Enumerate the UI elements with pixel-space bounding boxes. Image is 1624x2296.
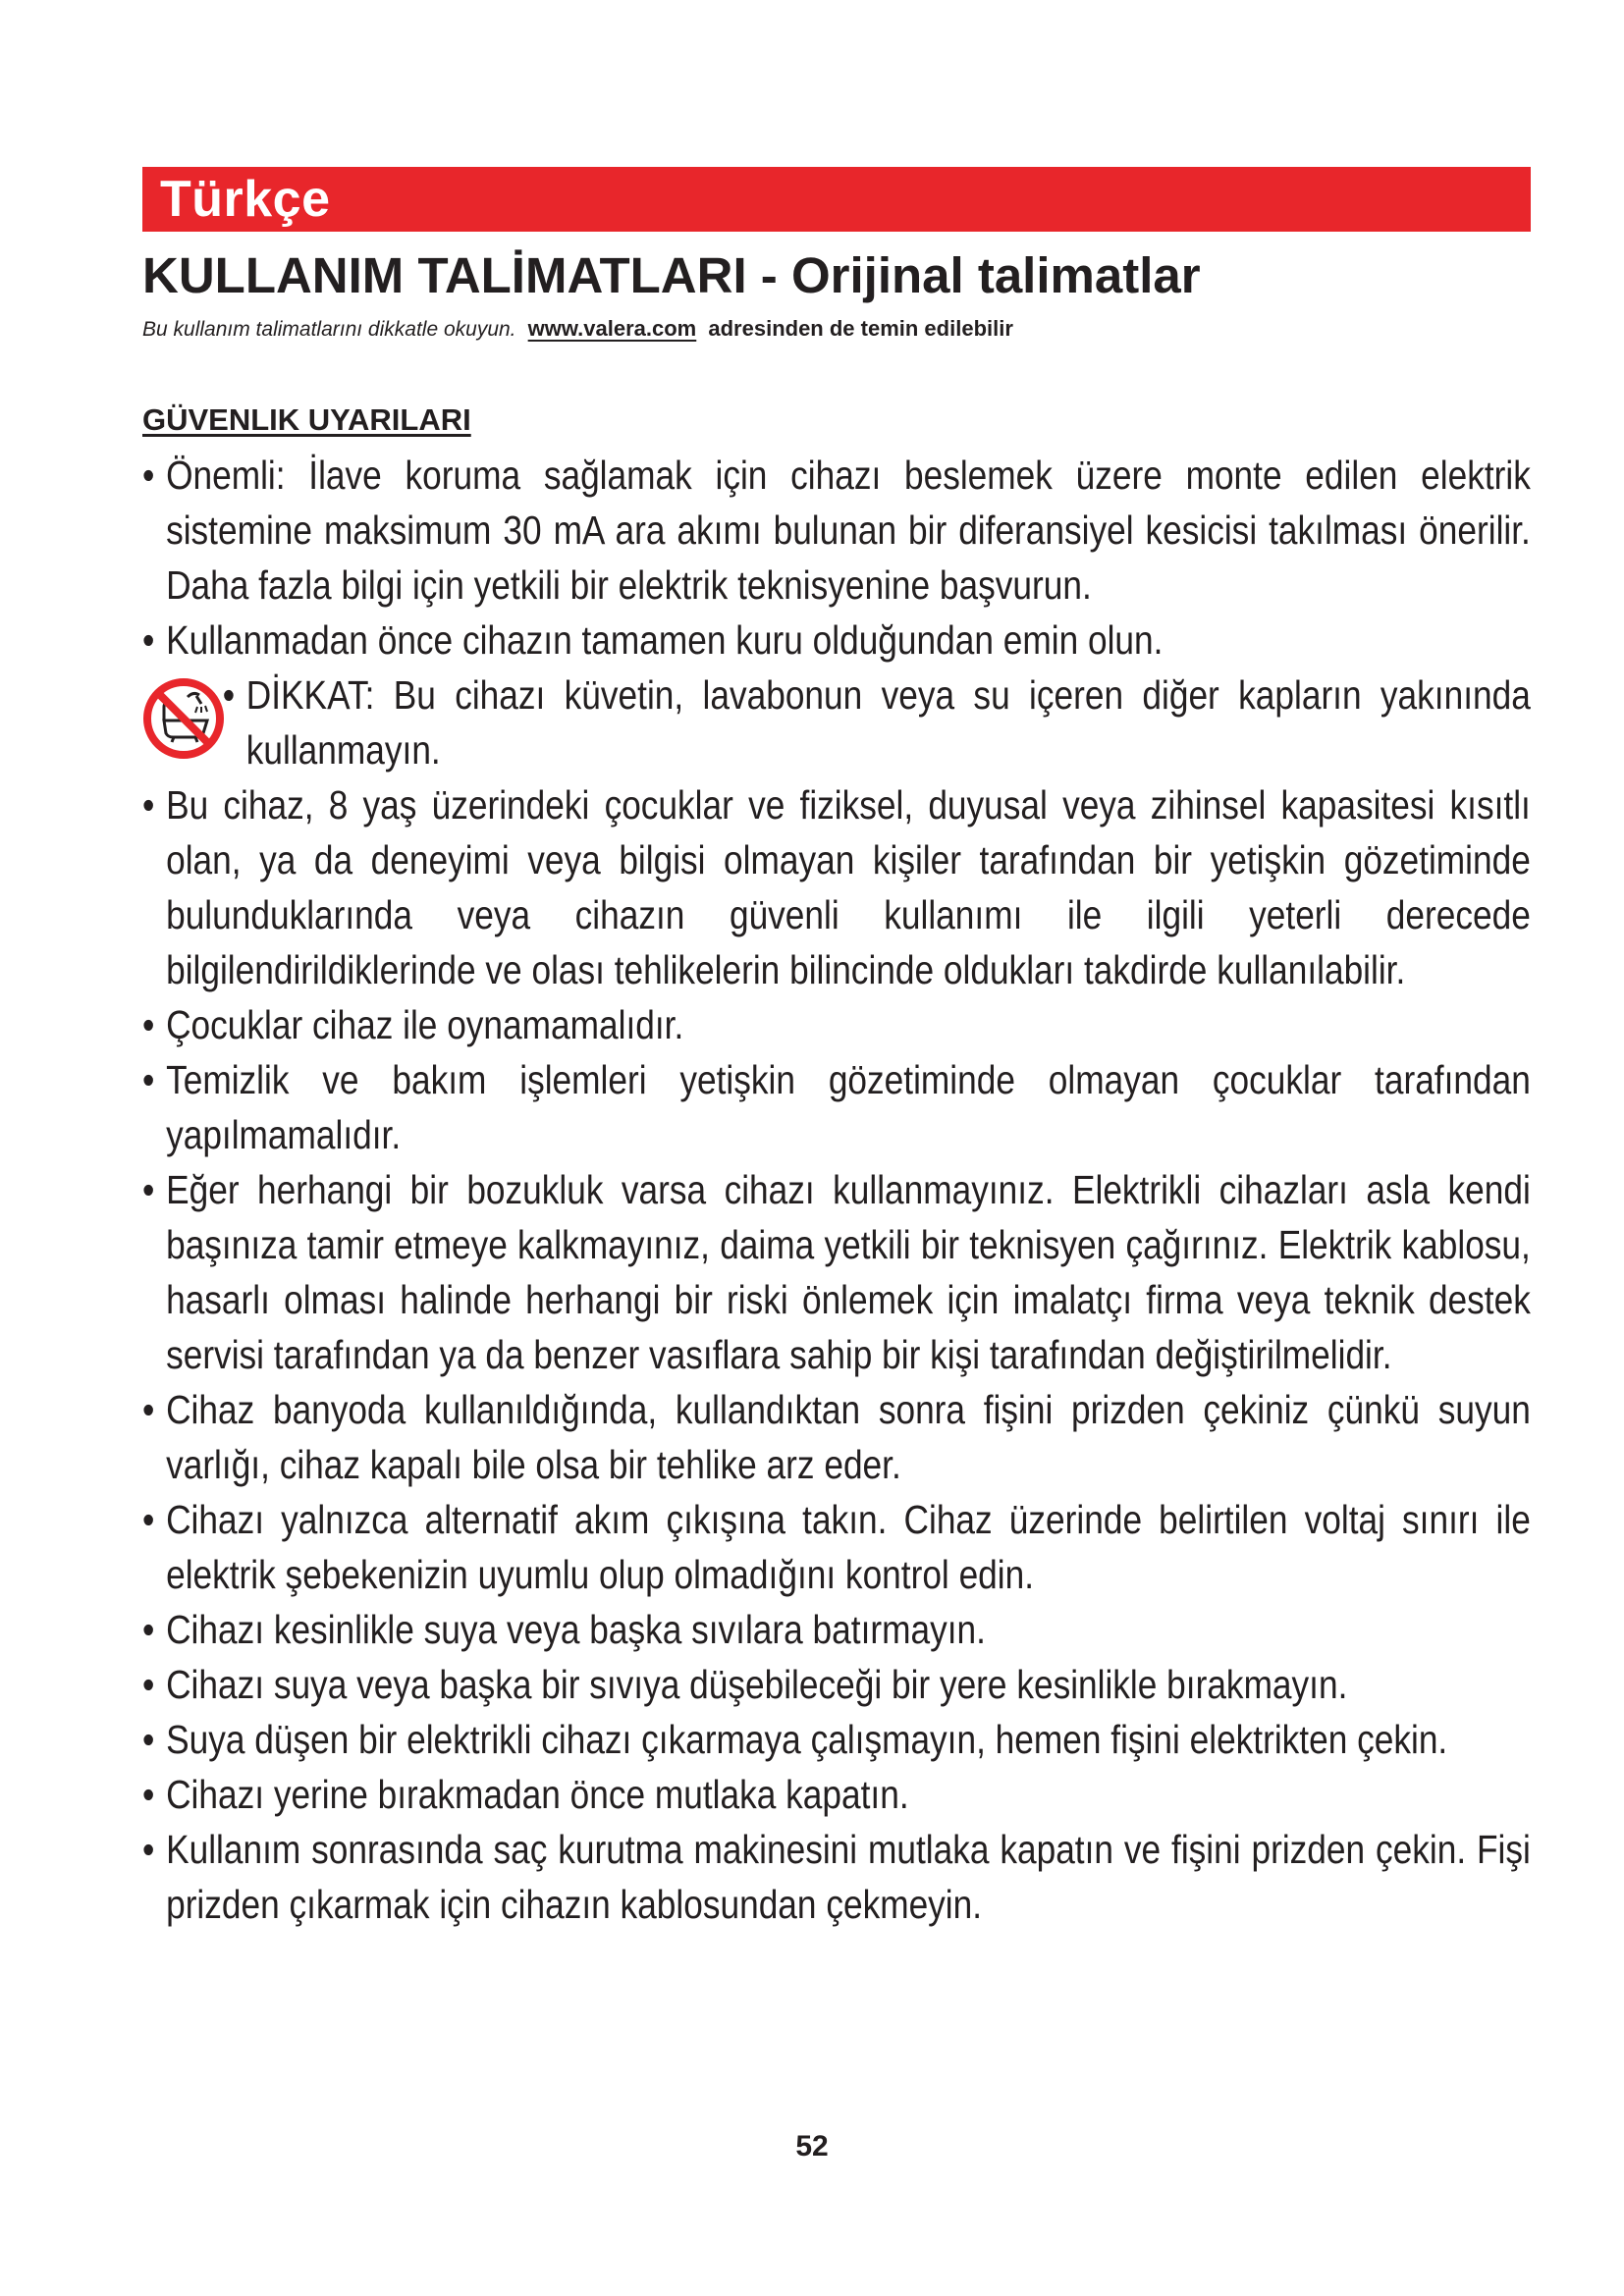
list-item: • Kullanım sonrasında saç kurutma makinesini mutlaka kapatın ve fişini prizden çekin. Fişi prizden çıkarmak için cihazın kablosundan çekmeyin. (142, 1822, 1531, 1932)
language-label: Türkçe (160, 171, 331, 228)
read-carefully-note: Bu kullanım talimatlarını dikkatle okuyun. (142, 318, 516, 341)
no-bathtub-icon (142, 677, 225, 760)
website-link[interactable]: www.valera.com (527, 316, 697, 341)
caution-item (142, 667, 1531, 777)
section-heading: GÜVENLIK UYARILARI (142, 402, 471, 437)
list-item: • Cihazı suya veya başka bir sıvıya düşebileceği bir yere kesinlikle bırakmayın. (142, 1657, 1531, 1712)
list-item: • Cihazı yerine bırakmadan önce mutlaka kapatın. (142, 1767, 1531, 1822)
language-banner (142, 167, 1531, 232)
page-title: KULLANIM TALİMATLARI - Orijinal talimatlar (142, 247, 1201, 303)
list-item: • Eğer herhangi bir bozukluk varsa cihazı kullanmayınız. Elektrikli cihazları asla kendi başınıza tamir etmeye kalkmayınız, daima yetkili bir teknisyen çağırınız. Elektrik kablosu, hasarlı olması halinde herhangi bir riski önlemek için imalatçı firma veya teknik destek servisi tarafından ya da benzer vasıflara sahip bir kişi tarafından değiştirilmelidir. (142, 1162, 1531, 1382)
availability-text: adresinden de temin edilebilir (708, 316, 1013, 341)
subtitle (142, 316, 1013, 342)
page-number: 52 (795, 2130, 829, 2163)
list-item: • Kullanmadan önce cihazın tamamen kuru olduğundan emin olun. (142, 613, 1531, 667)
list-item: • Önemli: İlave koruma sağlamak için cihazı beslemek üzere monte edilen elektrik sistemine maksimum 30 mA ara akımı bulunan bir diferansiyel kesicisi takılması önerilir. Daha fazla bilgi için yetkili bir elektrik teknisyenine başvurun. (142, 448, 1531, 613)
list-item: • Temizlik ve bakım işlemleri yetişkin gözetiminde olmayan çocuklar tarafından yapılmamalıdır. (142, 1052, 1531, 1162)
list-item: • Cihazı kesinlikle suya veya başka sıvılara batırmayın. (142, 1602, 1531, 1657)
list-item: • Cihazı yalnızca alternatif akım çıkışına takın. Cihaz üzerinde belirtilen voltaj sınırı ile elektrik şebekenizin uyumlu olup olmadığını kontrol edin. (142, 1492, 1531, 1602)
list-item: • Bu cihaz, 8 yaş üzerindeki çocuklar ve fiziksel, duyusal veya zihinsel kapasitesi kısıtlı olan, ya da deneyimi veya bilgisi olmayan kişiler tarafından bir yetişkin gözetiminde bulunduklarında veya cihazın güvenli kullanımı ile ilgili yeterli derecede bilgilendirildiklerinde ve olası tehlikelerin bilincinde oldukları takdirde kullanılabilir. (142, 777, 1531, 997)
warning-list (142, 448, 1531, 1932)
list-item: • Cihaz banyoda kullanıldığında, kullandıktan sonra fişini prizden çekiniz çünkü suyun varlığı, cihaz kapalı bile olsa bir tehlike arz eder. (142, 1382, 1531, 1492)
caution-text: DİKKAT: Bu cihazı küvetin, lavabonun veya su içeren diğer kapların yakınında kullanmayın. (245, 672, 1531, 773)
list-item: • Çocuklar cihaz ile oynamamalıdır. (142, 997, 1531, 1052)
list-item: • Suya düşen bir elektrikli cihazı çıkarmaya çalışmayın, hemen fişini elektrikten çekin. (142, 1712, 1531, 1767)
